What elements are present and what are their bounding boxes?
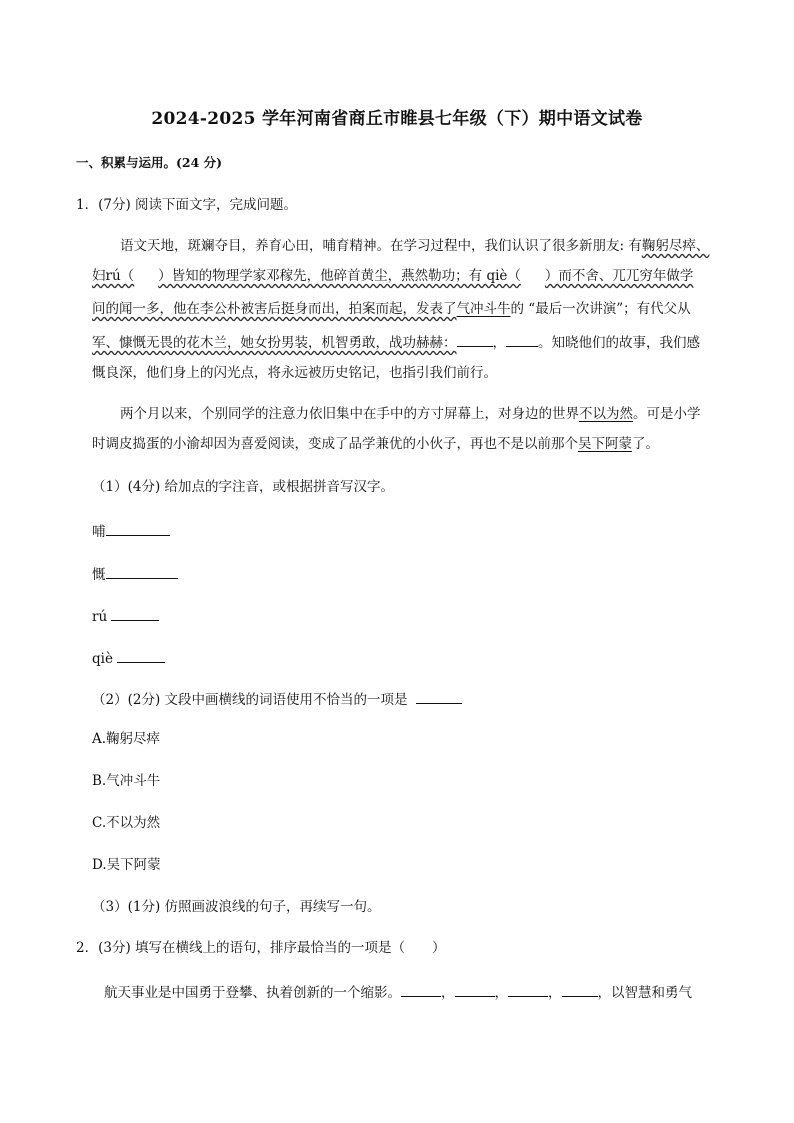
passage-text: 的 “最后一次讲演”；有代父从 xyxy=(510,301,691,317)
option-c[interactable]: C.不以为然 xyxy=(92,815,161,831)
fill-item-2: 慨 xyxy=(92,564,178,584)
answer-blank[interactable] xyxy=(416,689,462,704)
wavy-sentence: 妇rú（ ）皆知的物理学家邓稼先，他碎首黄尘，燕然勒功；有 qiè（ ）而不舍、兀兀穷年做学 xyxy=(92,268,694,284)
answer-blank[interactable] xyxy=(508,982,548,997)
option-d[interactable]: D.吴下阿蒙 xyxy=(92,857,161,873)
answer-blank[interactable] xyxy=(457,332,493,347)
wavy-sentence: 军、慷慨无畏的花木兰，她女扮男装，机智勇敢，战功赫赫： xyxy=(92,335,457,351)
passage-1-line-2 xyxy=(92,267,718,285)
sub-question-1: （1）(4分) 给加点的字注音，或根据拼音写汉字。 xyxy=(92,479,395,495)
passage-2-line-1: 两个月以来，个别同学的注意力依旧集中在手中的方寸屏幕上，对身边的世界不以为然。可是小学 xyxy=(120,406,701,422)
passage-2-line-2: 时调皮捣蛋的小渝却因为喜爱阅读，变成了品学兼优的小伙子，再也不是以前那个吴下阿蒙了。 xyxy=(92,436,659,452)
answer-blank[interactable] xyxy=(111,606,159,621)
sub-question-2: （2）(2分) 文段中画横线的词语使用不恰当的一项是 xyxy=(92,689,462,709)
passage-1-line-4: 军、慷慨无畏的花木兰，她女扮男装，机智勇敢，战功赫赫： ， 。知晓他们的故事，我们感 xyxy=(92,332,718,352)
question-2-stem: 2．(3分) 填写在横线上的语句，排序最恰当的一项是（ ） xyxy=(76,940,446,956)
sub-question-3: （3）(1分) 仿照画波浪线的句子，再续写一句。 xyxy=(92,899,381,915)
answer-blank[interactable] xyxy=(562,982,598,997)
fill-item-3: rú xyxy=(92,606,159,626)
page-title: 2024-2025 学年河南省商丘市睢县七年级（下）期中语文试卷 xyxy=(151,109,643,129)
answer-blank[interactable] xyxy=(506,332,538,347)
section-heading: 一、积累与运用。(24 分) xyxy=(76,155,223,170)
underlined-term: 气冲斗牛 xyxy=(456,301,511,317)
fill-item-1: 哺 xyxy=(92,521,170,541)
question-1-stem: 1．(7分) 阅读下面文字，完成问题。 xyxy=(76,197,298,213)
passage-text: 。知晓他们的故事，我们感 xyxy=(538,335,700,351)
passage-text: 语文天地，斑斓夺目，养育心田，哺育精神。在学习过程中，我们认识了很多新朋友: 有 xyxy=(120,238,642,254)
answer-blank[interactable] xyxy=(106,521,170,536)
answer-blank[interactable] xyxy=(401,982,441,997)
option-b[interactable]: B.气冲斗牛 xyxy=(92,773,161,789)
underlined-term: 吴下阿蒙 xyxy=(578,436,632,452)
underlined-term: 不以为然 xyxy=(579,406,633,422)
answer-blank[interactable] xyxy=(455,982,495,997)
passage-1-line-3 xyxy=(92,300,718,318)
answer-blank[interactable] xyxy=(106,564,178,579)
underlined-term: 鞠躬尽瘁、 xyxy=(641,238,710,254)
passage-1-line-1 xyxy=(120,237,718,255)
fill-item-4: qiè xyxy=(92,648,165,668)
question-2-passage: 航天事业是中国勇于登攀、执着创新的一个缩影。 ， ， ， ，以智慧和勇气 xyxy=(104,982,692,1002)
option-a[interactable]: A.鞠躬尽瘁 xyxy=(92,731,161,747)
passage-1-line-5: 慨良深，他们身上的闪光点，将永远被历史铭记，也指引我们前行。 xyxy=(92,365,497,381)
wavy-sentence: 问的闻一多，他在李公朴被害后挺身而出，拍案而起，发表了 xyxy=(92,301,457,317)
answer-blank[interactable] xyxy=(117,648,165,663)
